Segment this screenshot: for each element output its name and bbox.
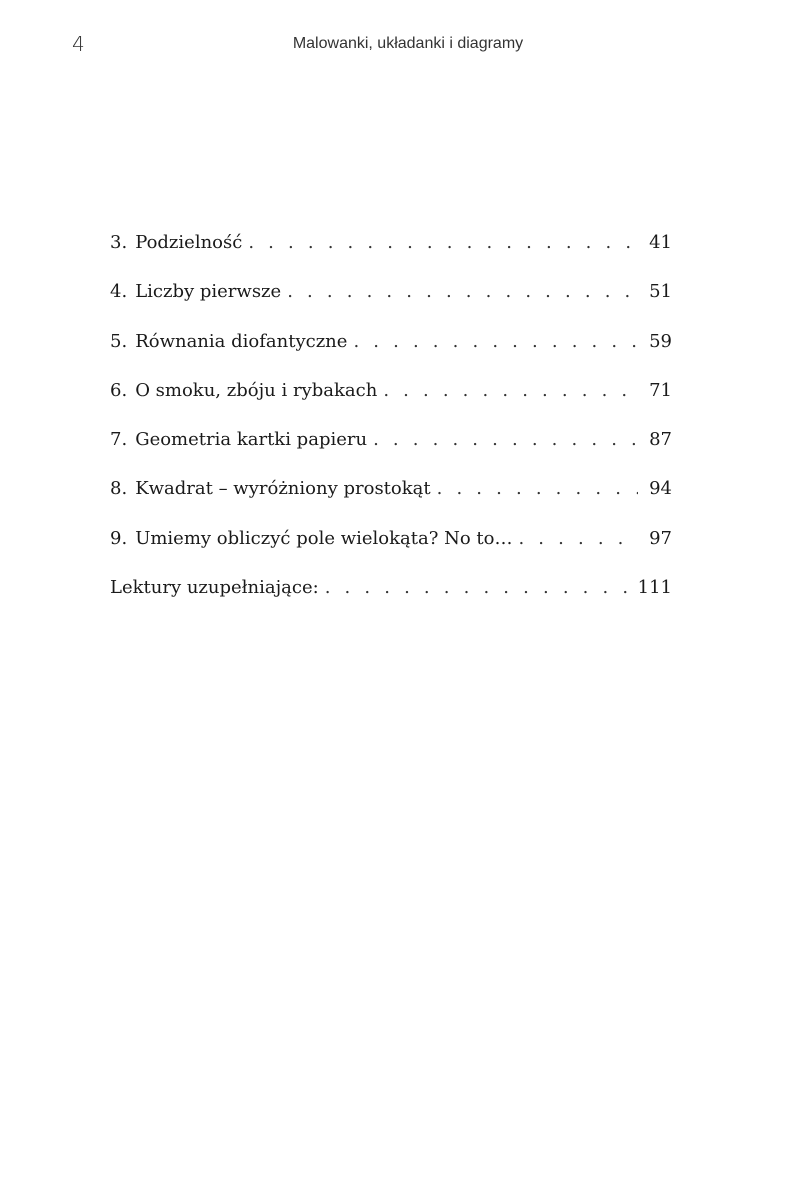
- toc-entry-title: Liczby pierwsze: [135, 281, 282, 303]
- toc-dot-leader: [437, 478, 638, 499]
- toc-entry-5: [110, 331, 672, 380]
- running-head-title: Malowanki, układanki i diagramy: [292, 35, 524, 52]
- toc-entry-page: 59: [649, 330, 672, 352]
- toc-entry-title: Podzielność: [135, 232, 243, 253]
- toc-entry-page: 94: [649, 478, 672, 500]
- toc-entry-page: 87: [649, 429, 672, 451]
- toc-entry-title: Umiemy obliczyć pole wielokąta? No to…: [135, 527, 513, 549]
- toc-entry-number: 3.: [110, 232, 128, 253]
- page-number: 4: [72, 32, 85, 56]
- toc-dot-leader: [248, 232, 638, 253]
- toc-entry-3: [110, 232, 672, 281]
- toc-entry-title: Lektury uzupełniające:: [110, 577, 319, 599]
- toc-entry-title: Równania diofantyczne: [135, 330, 348, 352]
- toc-entry-number: 7.: [110, 429, 128, 451]
- toc-dot-leader: [373, 429, 638, 450]
- toc-dot-leader: [353, 331, 638, 352]
- toc-dot-leader: [325, 577, 632, 598]
- toc-dot-leader: [518, 528, 638, 549]
- toc-entry-further-reading: [110, 577, 672, 626]
- toc-entry-number: 5.: [110, 330, 128, 352]
- toc-entry-9: [110, 528, 672, 577]
- toc-entry-title: O smoku, zbóju i rybakach: [135, 379, 378, 401]
- toc-entry-8: [110, 478, 672, 527]
- toc-entry-page: 41: [649, 232, 672, 253]
- toc-entry-number: 6.: [110, 379, 128, 401]
- toc-entry-6: [110, 380, 672, 429]
- toc-entry-number: 9.: [110, 527, 128, 549]
- toc-entry-page: 71: [649, 379, 672, 401]
- toc-entry-7: [110, 429, 672, 478]
- toc-entry-4: [110, 281, 672, 330]
- toc-entry-number: 8.: [110, 478, 128, 500]
- toc-entry-page: 97: [649, 527, 672, 549]
- toc-dot-leader: [287, 281, 638, 302]
- toc-entry-title: Geometria kartki papieru: [135, 429, 368, 451]
- table-of-contents: [110, 232, 672, 626]
- toc-entry-title: Kwadrat – wyróżniony prostokąt: [135, 478, 431, 500]
- toc-entry-number: 4.: [110, 281, 128, 303]
- toc-dot-leader: [383, 380, 638, 401]
- toc-entry-page: 51: [649, 281, 672, 303]
- toc-entry-page: 111: [637, 577, 672, 599]
